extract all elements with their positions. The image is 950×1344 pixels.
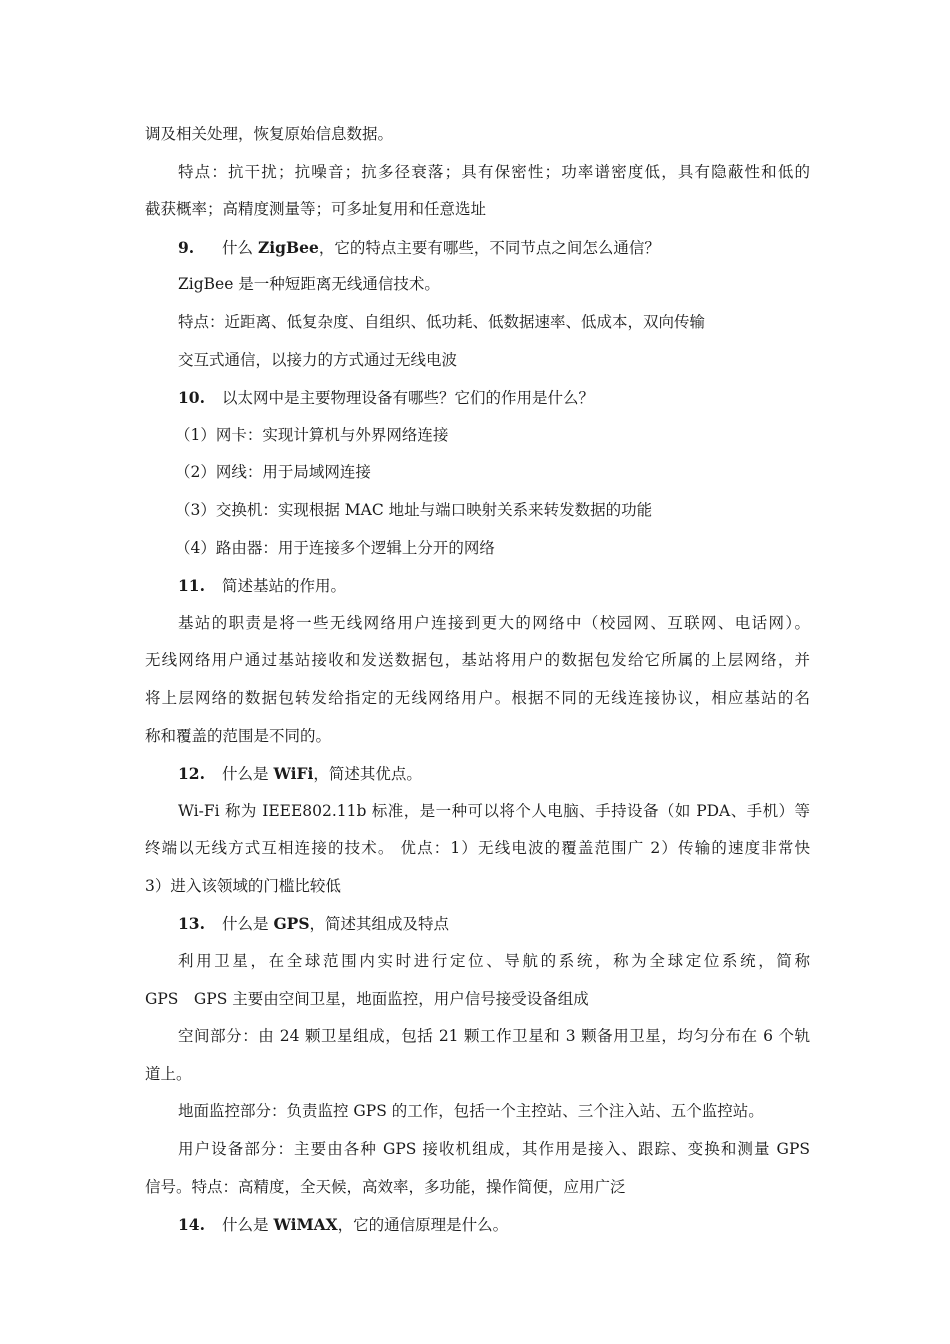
question-number: 11. [178,576,205,596]
paragraph-line: 调及相关处理，恢复原始信息数据。 [145,125,394,143]
list-item: （1）网卡：实现计算机与外界网络连接 [175,425,449,444]
paragraph-line: 用户设备部分：主要由各种 GPS 接收机组成，其作用是接入、跟踪、变换和测量 GPS [178,1140,810,1159]
question-term: WiFi [273,764,314,784]
question-number: 14. [178,1215,205,1235]
list-item: （3）交换机：实现根据 MAC 地址与端口映射关系来转发数据的功能 [175,500,653,519]
question-9-heading: 9. 什么 ZigBee，它的特点主要有哪些，不同节点之间怎么通信？ [145,229,810,267]
question-14-heading: 14. 什么是 WiMAX，它的通信原理是什么。 [145,1206,810,1244]
question-term: WiMAX [273,1215,338,1235]
paragraph-line: 特点：抗干扰；抗噪音；抗多径衰落；具有保密性；功率谱密度低，具有隐蔽性和低的 [178,162,810,181]
paragraph-line: 利用卫星，在全球范围内实时进行定位、导航的系统，称为全球定位系统，简称 [178,952,810,971]
paragraph-line: ZigBee 是一种短距离无线通信技术。 [178,275,440,294]
question-12-heading: 12. 什么是 WiFi，简述其优点。 [145,755,810,793]
paragraph-line: GPS GPS 主要由空间卫星，地面监控，用户信号接受设备组成 [145,989,589,1008]
question-number: 13. [178,914,205,934]
paragraph-line: 交互式通信，以接力的方式通过无线电波 [178,350,458,369]
question-number: 9. [178,237,195,257]
question-10-heading: 10. 以太网中是主要物理设备有哪些？它们的作用是什么？ [145,379,810,417]
question-number: 10. [178,388,205,408]
paragraph-line: 空间部分：由 24 颗卫星组成，包括 21 颗工作卫星和 3 颗备用卫星，均匀分布在 6 个轨 [178,1027,810,1046]
paragraph-line: 特点：近距离、低复杂度、自组织、低功耗、低数据速率、低成本，双向传输 [178,312,706,331]
paragraph-line: 截获概率；高精度测量等；可多址复用和任意选址 [145,200,487,219]
question-11-heading: 11. 简述基站的作用。 [145,567,810,605]
document-body [145,116,810,1244]
paragraph-line: 地面监控部分：负责监控 GPS 的工作，包括一个主控站、三个注入站、五个监控站。 [178,1102,764,1121]
paragraph-line: 称和覆盖的范围是不同的。 [145,726,332,745]
question-number: 12. [178,764,205,784]
list-item: （4）路由器：用于连接多个逻辑上分开的网络 [175,538,495,557]
paragraph-line: 3）进入该领域的门槛比较低 [145,876,341,895]
question-13-heading: 13. 什么是 GPS，简述其组成及特点 [145,905,810,943]
question-term: ZigBee [257,237,319,257]
paragraph-line: Wi-Fi 称为 IEEE802.11b 标准，是一种可以将个人电脑、手持设备（如 PDA、手机）等 [178,801,810,820]
question-term: GPS [273,914,310,934]
paragraph-line: 无线网络用户通过基站接收和发送数据包，基站将用户的数据包发给它所属的上层网络，并 [145,651,810,670]
paragraph-line: 基站的职责是将一些无线网络用户连接到更大的网络中（校园网、互联网、电话网）。 [178,613,810,632]
paragraph-line: 信号。特点：高精度，全天候，高效率，多功能，操作简便，应用广泛 [145,1177,626,1196]
paragraph-line: 终端以无线方式互相连接的技术。 优点：1）无线电波的覆盖范围广 2）传输的速度非常快 [145,839,810,858]
paragraph-line: 道上。 [145,1064,192,1083]
list-item: （2）网线：用于局域网连接 [175,463,371,482]
paragraph-line: 将上层网络的数据包转发给指定的无线网络用户。根据不同的无线连接协议，相应基站的名 [145,688,810,707]
